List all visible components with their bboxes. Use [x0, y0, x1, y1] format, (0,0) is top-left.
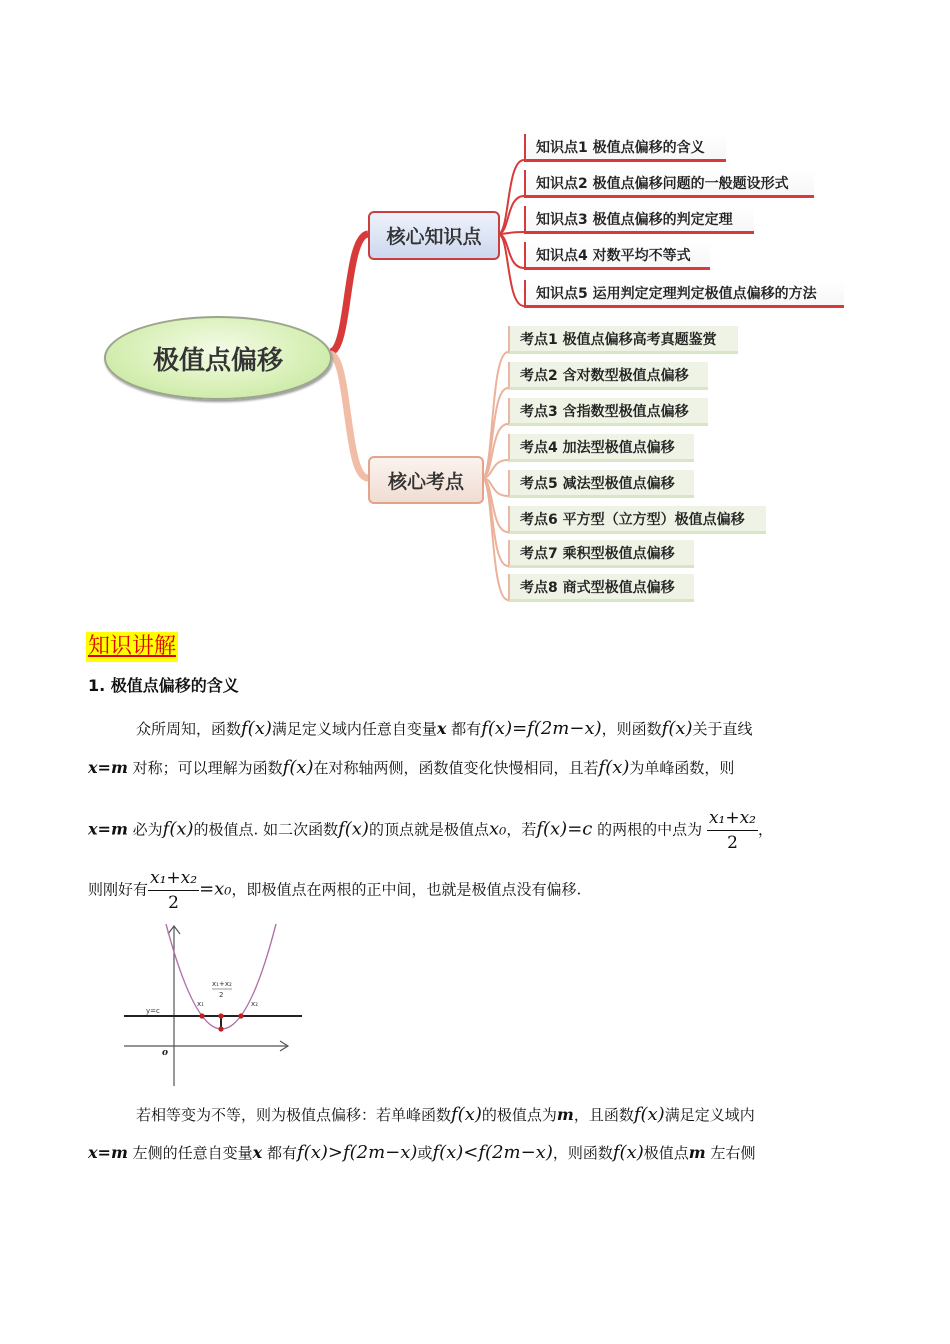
midpoint-fraction: $\frac{\text{x₁+x₂}}{2}$: [708, 808, 757, 853]
hub-core-exam-points: 核心考点: [368, 456, 484, 504]
svg-text:x₂: x₂: [251, 1000, 258, 1008]
svg-text:x₁+x₂: x₁+x₂: [212, 980, 232, 988]
svg-text:o: o: [162, 1048, 169, 1058]
midpoint-fraction-2: $\frac{\text{x₁+x₂}}{2}$: [150, 868, 198, 913]
exam-point-5: 考点5 减法型极值点偏移: [508, 470, 694, 498]
para1-line3: x=m 必为f(x)的极值点. 如二次函数f(x)的顶点就是极值点x₀，若f(x)=c 的两根的中点为 $\frac{\text{x₁+x₂}}{2}$ ，: [88, 808, 774, 853]
knowledge-point-2: 知识点2 极值点偏移问题的一般题设形式: [524, 170, 814, 198]
knowledge-point-4: 知识点4 对数平均不等式: [524, 242, 710, 270]
branch-knowledge: [330, 234, 368, 352]
exam-point-1: 考点1 极值点偏移高考真题鉴赏: [508, 326, 738, 354]
para2-line2: x=m 左侧的任意自变量x 都有f(x)>f(2m−x)或f(x)<f(2m−x)，则函数f(x)极值点m 左右侧: [88, 1142, 756, 1163]
para2-line1: 若相等变为不等，则为极值点偏移：若单峰函数f(x)的极值点为m，且函数f(x)满足定义域内: [136, 1104, 755, 1125]
section-heading: 知识讲解: [86, 632, 178, 662]
exam-point-2: 考点2 含对数型极值点偏移: [508, 362, 708, 390]
branch-exam: [330, 354, 368, 478]
exam-leaf-connectors: [482, 352, 508, 600]
knowledge-point-5: 知识点5 运用判定定理判定极值点偏移的方法: [524, 280, 844, 308]
subsection-title: 1. 极值点偏移的含义: [88, 676, 239, 695]
para1-line1: 众所周知，函数f(x)满足定义域内任意自变量x 都有f(x)=f(2m−x)，则函数f(x)关于直线: [136, 718, 753, 739]
exam-point-3: 考点3 含指数型极值点偏移: [508, 398, 708, 426]
hub-core-knowledge: 核心知识点: [368, 211, 500, 260]
parabola-figure: [118, 924, 308, 1090]
label-y-c: y=c: [146, 1007, 160, 1015]
svg-text:x₁: x₁: [197, 1000, 204, 1008]
knowledge-point-1: 知识点1 极值点偏移的含义: [524, 134, 726, 162]
mindmap-root: 极值点偏移: [104, 316, 332, 400]
parabola-curve: [166, 924, 276, 1029]
exam-point-8: 考点8 商式型极值点偏移: [508, 574, 694, 602]
knowledge-leaf-connectors: [498, 160, 524, 306]
exam-point-4: 考点4 加法型极值点偏移: [508, 434, 694, 462]
svg-text:2: 2: [219, 991, 224, 999]
knowledge-point-3: 知识点3 极值点偏移的判定定理: [524, 206, 754, 234]
para1-line4: 则刚好有 $\frac{\text{x₁+x₂}}{2}$ =x₀，即极值点在两根的正中间，也就是极值点没有偏移.: [88, 868, 582, 913]
mindmap-connectors: [0, 0, 950, 620]
para1-line2: x=m 对称；可以理解为函数f(x)在对称轴两侧，函数值变化快慢相同，且若f(x)为单峰函数，则: [88, 757, 735, 778]
exam-point-6: 考点6 平方型（立方型）极值点偏移: [508, 506, 766, 534]
exam-point-7: 考点7 乘积型极值点偏移: [508, 540, 694, 568]
